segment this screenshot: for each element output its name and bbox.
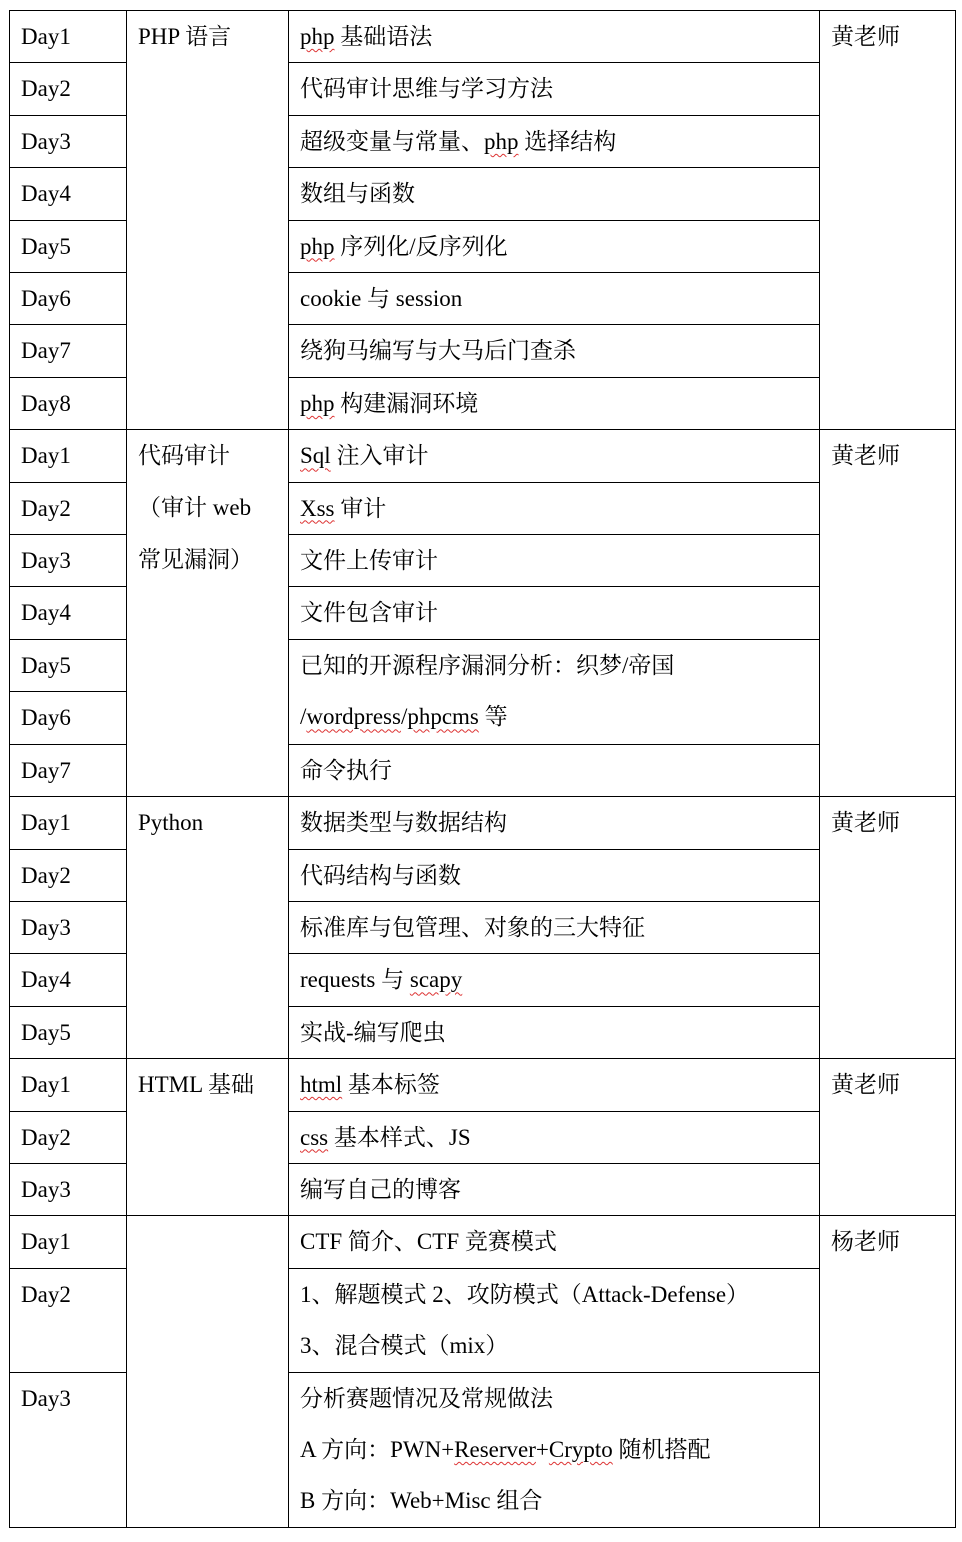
content-cell: 数组与函数 xyxy=(289,168,820,220)
content-text: 超级变量与常量、 xyxy=(300,128,484,154)
content-line: 3、混合模式（mix） xyxy=(300,1333,509,1359)
content-cell: 代码审计思维与学习方法 xyxy=(289,63,820,115)
content-cell xyxy=(289,430,820,482)
day-cell: Day1 xyxy=(10,11,127,63)
teacher-cell: 黄老师 xyxy=(820,797,956,1059)
day-cell: Day4 xyxy=(10,954,127,1006)
content-cell: CTF 简介、CTF 竞赛模式 xyxy=(289,1216,820,1268)
content-text: requests 与 xyxy=(300,967,410,993)
content-cell xyxy=(289,1268,820,1372)
topic-cell: Python xyxy=(127,797,289,1059)
day-cell: Day7 xyxy=(10,744,127,796)
content-cell: 命令执行 xyxy=(289,744,820,796)
content-text: 等 xyxy=(478,704,508,730)
content-term: scapy xyxy=(409,967,463,993)
day-cell: Day1 xyxy=(10,430,127,482)
content-term: php xyxy=(484,128,519,154)
day-cell: Day4 xyxy=(10,168,127,220)
topic-line: 代码审计 xyxy=(138,443,230,469)
content-term: Sql xyxy=(300,443,331,469)
content-term: css xyxy=(300,1124,329,1150)
day-cell: Day6 xyxy=(10,273,127,325)
content-term: Crypto xyxy=(548,1436,613,1462)
content-text: 审计 xyxy=(334,495,387,521)
day-cell: Day1 xyxy=(10,1059,127,1111)
content-line xyxy=(300,1424,808,1475)
content-cell xyxy=(289,1111,820,1163)
content-cell xyxy=(289,377,820,429)
course-schedule-table xyxy=(9,10,956,1528)
content-cell xyxy=(289,482,820,534)
content-term: html xyxy=(300,1072,343,1098)
content-line: 已知的开源程序漏洞分析：织梦/帝国 xyxy=(300,652,675,678)
content-cell: 数据类型与数据结构 xyxy=(289,797,820,849)
content-cell: 编写自己的博客 xyxy=(289,1163,820,1215)
content-term: Xss xyxy=(300,495,335,521)
content-term: wordpress xyxy=(306,704,401,730)
day-cell: Day7 xyxy=(10,325,127,377)
content-text: A 方向：PWN+ xyxy=(300,1436,455,1462)
topic-cell: HTML 基础 xyxy=(127,1059,289,1216)
day-cell: Day2 xyxy=(10,482,127,534)
content-text: / xyxy=(300,704,307,730)
day-cell: Day3 xyxy=(10,1372,127,1527)
day-cell: Day2 xyxy=(10,63,127,115)
topic-line: 常见漏洞） xyxy=(138,547,253,573)
content-text: / xyxy=(400,704,408,730)
day-cell: Day1 xyxy=(10,1216,127,1268)
content-cell: 实战-编写爬虫 xyxy=(289,1006,820,1058)
content-cell: 标准库与包管理、对象的三大特征 xyxy=(289,901,820,953)
content-term: Reserver xyxy=(454,1436,536,1462)
day-cell: Day2 xyxy=(10,1268,127,1372)
day-cell: Day3 xyxy=(10,901,127,953)
content-cell: 绕狗马编写与大马后门查杀 xyxy=(289,325,820,377)
table-row xyxy=(10,11,956,63)
content-cell xyxy=(289,1059,820,1111)
teacher-cell: 黄老师 xyxy=(820,1059,956,1216)
topic-cell: PHP 语言 xyxy=(127,11,289,430)
content-cell: cookie 与 session xyxy=(289,273,820,325)
content-cell xyxy=(289,11,820,63)
content-text: 随机搭配 xyxy=(612,1436,711,1462)
content-line: 分析赛题情况及常规做法 xyxy=(300,1385,553,1411)
content-line: 1、解题模式 2、攻防模式（Attack-Defense） xyxy=(300,1281,750,1307)
day-cell: Day6 xyxy=(10,692,127,744)
table-row xyxy=(10,1216,956,1268)
content-cell: 文件包含审计 xyxy=(289,587,820,639)
content-cell xyxy=(289,954,820,1006)
day-cell: Day2 xyxy=(10,849,127,901)
content-cell xyxy=(289,115,820,167)
content-text: 选择结构 xyxy=(518,128,617,154)
topic-cell xyxy=(127,430,289,797)
topic-cell xyxy=(127,1216,289,1527)
content-term: php xyxy=(300,390,335,416)
content-line xyxy=(300,691,808,742)
topic-line: （审计 web xyxy=(138,495,252,521)
day-cell: Day4 xyxy=(10,587,127,639)
content-text: 基础语法 xyxy=(334,24,433,49)
content-text: 注入审计 xyxy=(330,443,429,469)
content-term: php xyxy=(300,24,335,49)
day-cell: Day1 xyxy=(10,797,127,849)
content-text: 构建漏洞环境 xyxy=(334,390,479,416)
content-term: php xyxy=(300,233,335,259)
teacher-cell: 黄老师 xyxy=(820,430,956,797)
table-row xyxy=(10,797,956,849)
day-cell: Day5 xyxy=(10,639,127,691)
teacher-cell: 杨老师 xyxy=(820,1216,956,1527)
teacher-cell: 黄老师 xyxy=(820,11,956,430)
content-cell xyxy=(289,639,820,744)
day-cell: Day2 xyxy=(10,1111,127,1163)
content-line: B 方向：Web+Misc 组合 xyxy=(300,1488,543,1514)
day-cell: Day5 xyxy=(10,220,127,272)
content-cell xyxy=(289,220,820,272)
content-text: 基本样式、JS xyxy=(328,1124,471,1150)
day-cell: Day8 xyxy=(10,377,127,429)
content-cell: 文件上传审计 xyxy=(289,535,820,587)
content-cell: 代码结构与函数 xyxy=(289,849,820,901)
content-text: + xyxy=(535,1436,549,1462)
day-cell: Day3 xyxy=(10,535,127,587)
table-row xyxy=(10,1059,956,1111)
day-cell: Day5 xyxy=(10,1006,127,1058)
content-text: 序列化/反序列化 xyxy=(334,233,508,259)
content-term: phpcms xyxy=(407,704,479,730)
content-text: 基本标签 xyxy=(342,1072,440,1098)
table-row xyxy=(10,430,956,482)
day-cell: Day3 xyxy=(10,115,127,167)
content-cell xyxy=(289,1372,820,1527)
day-cell: Day3 xyxy=(10,1163,127,1215)
